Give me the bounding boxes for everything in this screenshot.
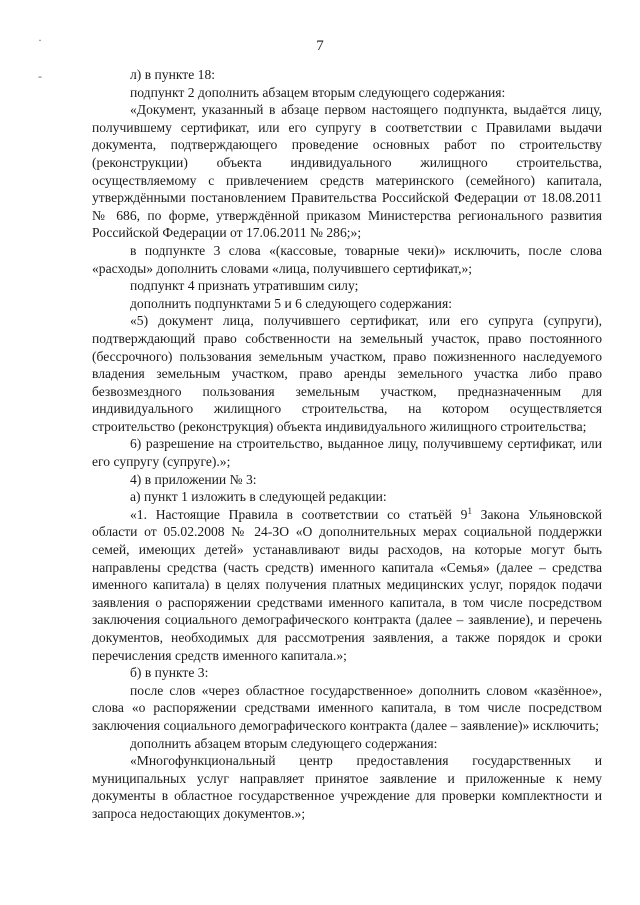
paragraph-add-second: дополнить абзацем вторым следующего содержания: — [130, 735, 438, 751]
paragraph-subitem-5: «5) документ лица, получившего сертификат, или его супруга (супруги), подтверждающий право собственности на земельный участок, право постоянного (бессрочного) пользования земельным участком, право пожизненного наследуемого владения земельным участком, право аренды земельного участка либо право безвозмездного пользования земельным участком, предназначенным для индивидуального жилищного строительства, на котором осуществляется строительство (реконструкция) объекта индивидуального жилищного строительства; — [92, 313, 602, 434]
page-number: 7 — [316, 38, 324, 54]
paragraph-subitem-6: 6) разрешение на строительство, выданное лицу, получившему сертификат, или его супругу (супруге).»; — [92, 436, 602, 470]
paragraph-item-a: а) пункт 1 изложить в следующей редакции: — [130, 489, 387, 505]
paragraph-item-l: л) в пункте 18: — [130, 67, 216, 82]
scan-dash-mark: - — [38, 69, 42, 83]
paragraph-appendix-3: 4) в приложении № 3: — [130, 471, 257, 487]
paragraph-item-b: б) в пункте 3: — [130, 665, 209, 681]
paragraph-add-subitems: дополнить подпунктами 5 и 6 следующего содержания: — [130, 295, 452, 311]
article-superscript: 1 — [467, 505, 472, 516]
paragraph-subitem-4: подпункт 4 признать утратившим силу; — [130, 278, 359, 294]
rules-text-after: Закона Ульяновской области от 05.02.2008 № 24-ЗО «О дополнительных мерах социальной поддержки семей, имеющих детей» устанавливают виды расходов, на которые могут быть направлены средства (часть средств) именного капитала «Семья» (далее – средства именного капитала) в целях получения платных медицинских услуг, порядок подачи заявления о распоряжении средствами именного капитала, в том числе посредством заключения социального демографического контракта (далее – заявление), и перечень документов, необходимых для рассмотрения заявления, а также порядок и сроки перечисления средств именного капитала.»; — [92, 506, 602, 663]
rules-text-before: «1. Настоящие Правила в соответствии со статьёй 9 — [130, 506, 468, 522]
paragraph-after-words: после слов «через областное государственное» дополнить словом «казённое», слова «о распоряжении средствами именного капитала, в том числе посредством заключения социального демографического контракта (далее – заявление)» исключить; — [92, 682, 602, 733]
paragraph-subitem-3: в подпункте 3 слова «(кассовые, товарные чеки)» исключить, после слова «расходы» дополнить словами «лица, получившего сертификат,»; — [92, 242, 602, 276]
paragraph-subitem-2: подпункт 2 дополнить абзацем вторым следующего содержания: — [130, 84, 506, 100]
document-body — [92, 66, 602, 823]
scan-dot-mark: · — [38, 33, 42, 47]
paragraph-quote-document: «Документ, указанный в абзаце первом настоящего подпункта, выдаётся лицу, получившему сертификат, или его супругу в соответствии с Правилами выдачи документа, подтверждающего проведение основных работ по строительству (реконструкции) объекта индивидуального жилищного строительства, осуществляемому с привлечением средств материнского (семейного) капитала, утверждёнными постановлением Правительства Российской Федерации от 18.08.2011 № 686, по форме, утверждённой приказом Министерства регионального развития Российской Федерации от 17.06.2011 № 286;»; — [92, 102, 602, 241]
paragraph-mfc-quote: «Многофункциональный центр предоставления государственных и муниципальных услуг направляет принятое заявление и приложенные к нему документы в областное государственное учреждение для проверки комплектности и запроса недостающих документов.»; — [92, 753, 602, 821]
paragraph-rules-clause-1 — [92, 506, 602, 664]
